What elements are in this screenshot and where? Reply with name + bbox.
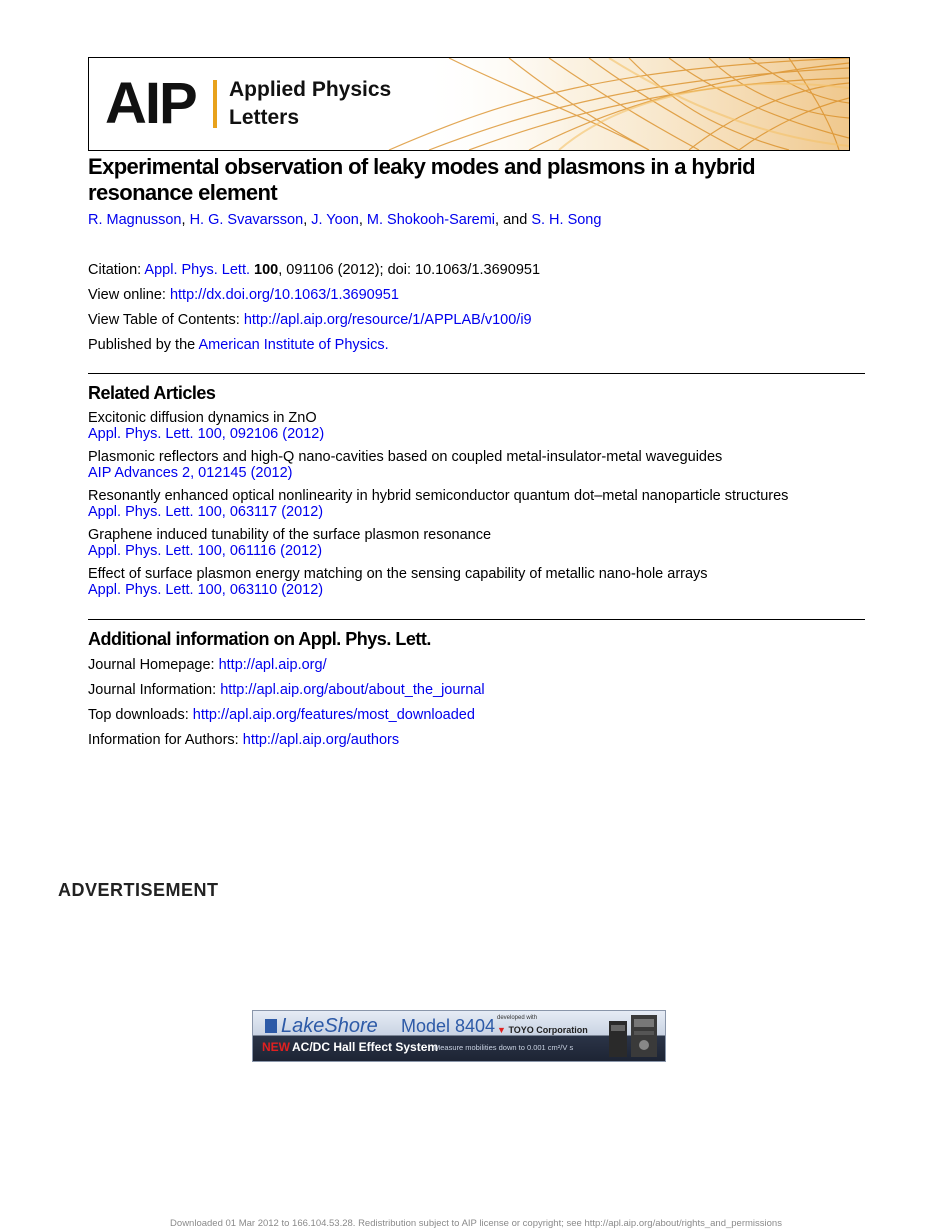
journal-information-link[interactable]: http://apl.aip.org/about/about_the_journal [220,682,485,698]
related-article-link[interactable]: Appl. Phys. Lett. 100, 063110 (2012) [88,582,324,598]
additional-info-item [88,680,485,700]
advertisement-banner[interactable] [252,1010,666,1062]
related-article-title: Excitonic diffusion dynamics in ZnO [88,410,317,426]
banner-streak-graphic [89,58,849,150]
ad-model: Model 8404 [401,1016,496,1036]
related-articles-heading: Related Articles [88,383,216,403]
additional-info-item [88,730,399,750]
additional-info-label: Journal Homepage: [88,657,219,673]
view-online-link[interactable]: http://dx.doi.org/10.1063/1.3690951 [169,287,399,303]
ad-product: AC/DC Hall Effect System [292,1040,439,1054]
journal-name-line1: Applied Physics [229,78,392,101]
journal-name [229,76,391,132]
lakeshore-logo-icon [265,1019,277,1033]
ad-tagline: Measure mobilities down to 0.001 cm²/V s [434,1043,574,1052]
logo-divider [213,80,217,128]
related-articles-list [88,410,868,605]
citation-line [88,260,540,280]
author-link[interactable]: H. G. Svavarsson [189,212,304,228]
related-article-link[interactable]: Appl. Phys. Lett. 100, 092106 (2012) [88,426,325,442]
list-item [88,488,868,527]
section-divider [88,619,865,620]
section-divider [88,373,865,374]
published-label: Published by the [88,337,199,353]
related-article-title: Resonantly enhanced optical nonlinearity in hybrid semiconductor quantum dot–metal nanoparticle structures [88,488,789,504]
citation-journal-link[interactable]: Appl. Phys. Lett. [144,262,251,278]
published-line [88,335,389,355]
ad-developed-with: developed with [497,1015,538,1021]
toc-link[interactable]: http://apl.aip.org/resource/1/APPLAB/v100/i9 [243,312,532,328]
additional-info-item [88,655,327,675]
article-title: Experimental observation of leaky modes and plasmons in a hybrid resonance element [88,154,756,205]
citation-details: , 091106 (2012); doi: 10.1063/1.3690951 [278,262,541,278]
view-online-line [88,285,399,305]
top-downloads-link[interactable]: http://apl.aip.org/features/most_downloaded [192,707,475,723]
advertisement-label: ADVERTISEMENT [58,880,219,900]
toyo-arrow-icon: ▼ [497,1025,506,1035]
authors-info-link[interactable]: http://apl.aip.org/authors [242,732,400,748]
download-footer: Downloaded 01 Mar 2012 to 166.104.53.28. Redistribution subject to AIP license or copyright; see http://apl.aip.org/about/rights_and_permissions [170,1218,782,1229]
ad-brand: LakeShore [281,1015,378,1037]
related-article-link[interactable]: AIP Advances 2, 012145 (2012) [88,465,293,481]
additional-info-label: Information for Authors: [88,732,243,748]
list-item [88,410,868,449]
list-item [88,527,868,566]
list-item [88,449,868,488]
additional-info-label: Journal Information: [88,682,221,698]
ad-new-badge: NEW [262,1040,290,1054]
aip-logo: AIP [105,71,196,136]
view-online-label: View online: [88,287,170,303]
author-list: R. Magnusson, H. G. Svavarsson, J. Yoon, M. Shokooh-Saremi, and S. H. Song [88,212,602,228]
list-item [88,566,868,605]
author-link[interactable]: J. Yoon [311,212,359,228]
related-article-link[interactable]: Appl. Phys. Lett. 100, 063117 (2012) [88,504,324,520]
author-link[interactable]: S. H. Song [531,212,602,228]
journal-homepage-link[interactable]: http://apl.aip.org/ [218,657,327,673]
publisher-link[interactable]: American Institute of Physics. [198,337,389,353]
related-article-title: Plasmonic reflectors and high-Q nano-cavities based on coupled metal-insulator-metal waveguides [88,449,723,465]
related-article-title: Effect of surface plasmon energy matching on the sensing capability of metallic nano-hole arrays [88,566,708,582]
toc-line [88,310,532,330]
journal-name-line2: Letters [229,106,300,129]
additional-info-label: Top downloads: [88,707,193,723]
journal-banner [88,57,850,151]
author-link[interactable]: M. Shokooh-Saremi [366,212,496,228]
author-link[interactable]: R. Magnusson [88,212,182,228]
additional-info-item [88,705,475,725]
additional-info-heading: Additional information on Appl. Phys. Lett. [88,629,431,649]
citation-volume: 100 [254,262,279,278]
related-article-link[interactable]: Appl. Phys. Lett. 100, 061116 (2012) [88,543,323,559]
ad-partner: ▼ TOYO Corporation [497,1025,588,1035]
hall-system-device-icon [605,1013,661,1059]
related-article-title: Graphene induced tunability of the surface plasmon resonance [88,527,492,543]
toc-label: View Table of Contents: [88,312,244,328]
citation-label: Citation: [88,262,145,278]
